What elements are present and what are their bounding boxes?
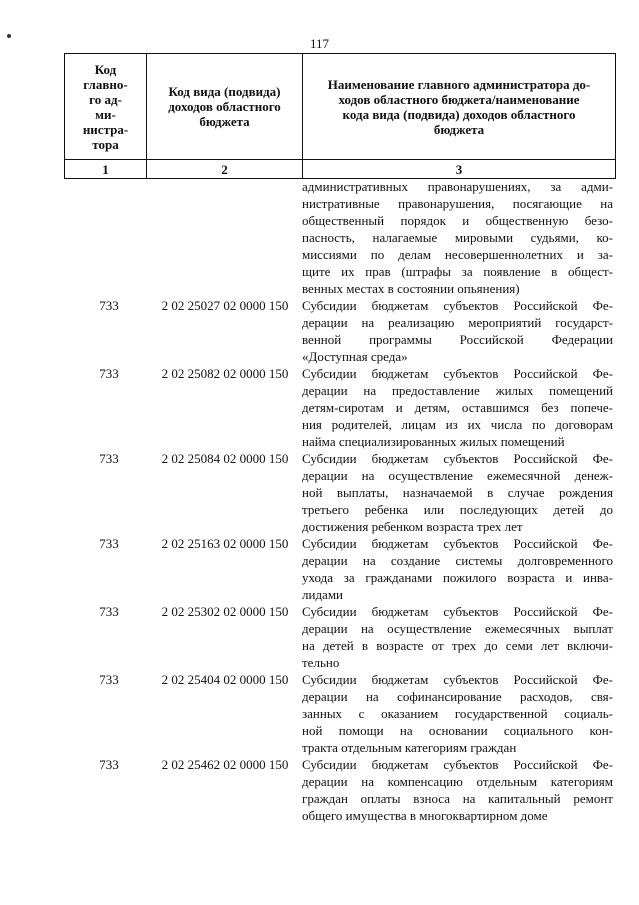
header-line: ходов областного бюджета/наименование bbox=[338, 91, 580, 107]
text-line: административных правонарушениях, за адми- bbox=[302, 179, 613, 194]
text-line: Субсидии бюджетам субъектов Российской Фе- bbox=[302, 451, 613, 466]
text-line: миссиями по делам несовершеннолетних и за- bbox=[302, 247, 613, 262]
text-line: найма специализированных жилых помещений bbox=[302, 434, 565, 449]
text-line: нистративные правонарушения, посягающие на bbox=[302, 196, 613, 211]
admin-code: 733 bbox=[99, 536, 119, 551]
header-line: го ад- bbox=[89, 91, 122, 107]
text-line: пасность, налагаемые мировыми судьями, ко- bbox=[302, 230, 613, 245]
text-line: общественный порядок и общественную безо- bbox=[302, 213, 613, 228]
text-line: третьего ребенка или последующих детей до bbox=[302, 502, 613, 517]
admin-code: 733 bbox=[99, 451, 119, 466]
text-line: венных местах в состоянии опьянения) bbox=[302, 281, 520, 296]
text-line: дерации на софинансирование расходов, свя- bbox=[302, 689, 613, 704]
continuation-text bbox=[302, 178, 613, 297]
text-line: Субсидии бюджетам субъектов Российской Фе- bbox=[302, 604, 613, 619]
text-line: тельно bbox=[302, 655, 340, 670]
column-number-3: 3 bbox=[303, 160, 616, 179]
revenue-name bbox=[302, 603, 613, 671]
table-row bbox=[0, 365, 639, 450]
table-row bbox=[0, 297, 639, 365]
text-line: «Доступная среда» bbox=[302, 349, 408, 364]
column-number-1: 1 bbox=[65, 160, 147, 179]
text-line: Субсидии бюджетам субъектов Российской Фе- bbox=[302, 757, 613, 772]
revenue-name bbox=[302, 365, 613, 450]
text-line: граждан оплаты взноса на капитальный ремонт bbox=[302, 791, 613, 806]
text-line: Субсидии бюджетам субъектов Российской Фе- bbox=[302, 672, 613, 687]
revenue-code: 2 02 25302 02 0000 150 bbox=[161, 604, 289, 619]
text-line: занных с оказанием государственной социаль- bbox=[302, 706, 613, 721]
text-line: щите их прав (штрафы за появление в общест- bbox=[302, 264, 613, 279]
text-line: ния родителей, лицам из их числа по договорам bbox=[302, 417, 613, 432]
revenue-code: 2 02 25084 02 0000 150 bbox=[161, 451, 289, 466]
text-line: на детей в возрасте от трех до семи лет включи- bbox=[302, 638, 613, 653]
rows-container bbox=[0, 297, 639, 824]
revenue-name bbox=[302, 297, 613, 365]
table-row bbox=[0, 535, 639, 603]
revenue-code: 2 02 25462 02 0000 150 bbox=[161, 757, 289, 772]
text-line: дерации на компенсацию отдельным категориям bbox=[302, 774, 613, 789]
admin-code: 733 bbox=[99, 366, 119, 381]
header-revenue-code bbox=[147, 54, 303, 160]
text-line: Субсидии бюджетам субъектов Российской Фе- bbox=[302, 298, 613, 313]
text-line: венной программы Российской Федерации bbox=[302, 332, 613, 347]
admin-code: 733 bbox=[99, 604, 119, 619]
text-line: детям-сиротам и детям, оставшимся без попече- bbox=[302, 400, 613, 415]
revenue-code: 2 02 25082 02 0000 150 bbox=[161, 366, 289, 381]
table-row bbox=[0, 450, 639, 535]
text-line: ухода за гражданами пожилого возраста и инва- bbox=[302, 570, 613, 585]
header-line: кода вида (подвида) доходов областного bbox=[342, 106, 576, 122]
table-row bbox=[0, 603, 639, 671]
text-line: Субсидии бюджетам субъектов Российской Фе- bbox=[302, 536, 613, 551]
text-line: дерации на предоставление жилых помещений bbox=[302, 383, 613, 398]
revenue-code: 2 02 25027 02 0000 150 bbox=[161, 298, 289, 313]
text-line: ной помощи на основании социального кон- bbox=[302, 723, 613, 738]
text-line: ной выплаты, назначаемой в случае рождения bbox=[302, 485, 613, 500]
table-header bbox=[64, 53, 616, 179]
text-line: дерации на осуществление ежемесячных выплат bbox=[302, 621, 613, 636]
revenue-name bbox=[302, 535, 613, 603]
page-number: 117 bbox=[309, 36, 330, 51]
table-row bbox=[0, 671, 639, 756]
text-line: Субсидии бюджетам субъектов Российской Фе- bbox=[302, 366, 613, 381]
header-line: бюджета bbox=[199, 114, 250, 129]
text-line: тракта отдельным категориям граждан bbox=[302, 740, 517, 755]
revenue-name bbox=[302, 756, 613, 824]
continuation-row bbox=[0, 178, 639, 297]
text-line: дерации на реализацию мероприятий государст- bbox=[302, 315, 613, 330]
text-line: дерации на создание системы долговременного bbox=[302, 553, 613, 568]
text-line: достижения ребенком возраста трех лет bbox=[302, 519, 523, 534]
table-row bbox=[0, 756, 639, 824]
header-name bbox=[303, 54, 616, 160]
header-line: Код bbox=[94, 61, 117, 77]
header-admin-code bbox=[65, 54, 147, 160]
revenue-code: 2 02 25163 02 0000 150 bbox=[161, 536, 289, 551]
admin-code: 733 bbox=[99, 757, 119, 772]
text-line: общего имущества в многоквартирном доме bbox=[302, 808, 548, 823]
header-line: ми- bbox=[95, 106, 116, 122]
revenue-code: 2 02 25404 02 0000 150 bbox=[161, 672, 289, 687]
revenue-name bbox=[302, 671, 613, 756]
admin-code: 733 bbox=[99, 672, 119, 687]
header-line: тора bbox=[92, 136, 119, 152]
header-line: Наименование главного администратора до- bbox=[327, 76, 591, 92]
header-line: доходов областного bbox=[168, 99, 281, 114]
header-line: нистра- bbox=[82, 121, 129, 137]
header-line: бюджета bbox=[433, 121, 485, 137]
column-number-2: 2 bbox=[147, 160, 303, 179]
header-line: главно- bbox=[83, 76, 128, 92]
text-line: лидами bbox=[302, 587, 344, 602]
text-line: дерации на осуществление ежемесячной денеж- bbox=[302, 468, 613, 483]
admin-code: 733 bbox=[99, 298, 119, 313]
revenue-name bbox=[302, 450, 613, 535]
header-line: Код вида (подвида) bbox=[168, 84, 281, 99]
table-body bbox=[0, 178, 639, 824]
